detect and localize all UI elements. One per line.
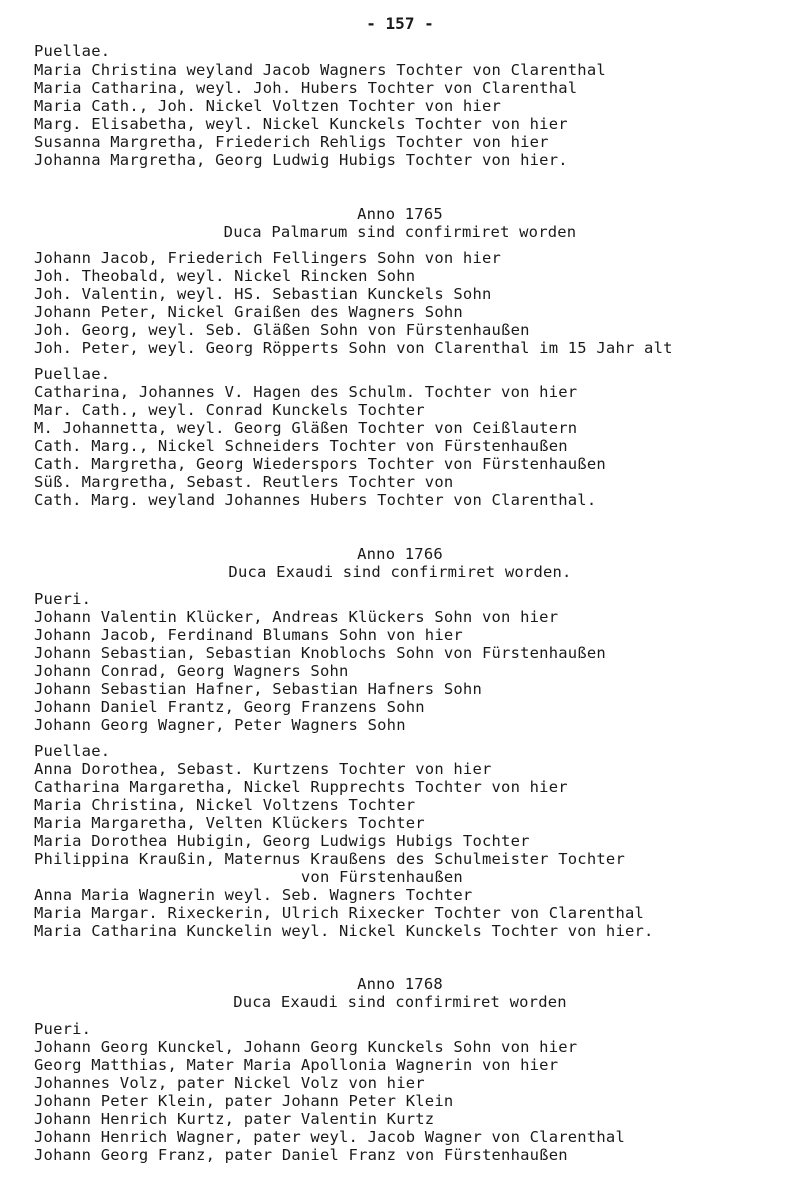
section-heading: Anno 1768 (357, 975, 443, 993)
section-subheading: Duca Exaudi sind confirmiret worden (233, 993, 567, 1011)
text-line: Johann Peter Klein, pater Johann Peter Klein (34, 1092, 454, 1110)
text-line: Johann Henrich Wagner, pater weyl. Jacob Wagner von Clarenthal (34, 1128, 625, 1146)
text-line: Anna Maria Wagnerin weyl. Seb. Wagners Tochter (34, 886, 473, 904)
text-line: M. Johannetta, weyl. Georg Gläßen Tochter von Ceißlautern (34, 419, 578, 437)
text-line: Georg Matthias, Mater Maria Apollonia Wagnerin von hier (34, 1056, 559, 1074)
text-line: Maria Christina weyland Jacob Wagners Tochter von Clarenthal (34, 61, 606, 79)
text-line: Maria Christina, Nickel Voltzens Tochter (34, 796, 416, 814)
text-line: Marg. Elisabetha, weyl. Nickel Kunckels Tochter von hier (34, 115, 568, 133)
text-line: Susanna Margretha, Friederich Rehligs Tochter von hier (34, 133, 549, 151)
section-heading: Anno 1766 (357, 545, 443, 563)
text-line: Johann Daniel Frantz, Georg Franzens Sohn (34, 698, 425, 716)
page-number: - 157 - (366, 14, 434, 33)
text-line: Catharina, Johannes V. Hagen des Schulm. Tochter von hier (34, 383, 578, 401)
text-line: Johann Peter, Nickel Graißen des Wagners Sohn (34, 303, 463, 321)
text-line: von Fürstenhaußen (34, 868, 463, 886)
text-line: Johanna Margretha, Georg Ludwig Hubigs Tochter von hier. (34, 151, 568, 169)
text-line: Joh. Georg, weyl. Seb. Gläßen Sohn von Fürstenhaußen (34, 321, 530, 339)
text-line: Puellae. (34, 42, 111, 60)
text-line: Pueri. (34, 1020, 92, 1038)
text-line: Maria Margaretha, Velten Klückers Tochter (34, 814, 425, 832)
text-line: Cath. Marg., Nickel Schneiders Tochter von Fürstenhaußen (34, 437, 568, 455)
text-line: Johann Georg Kunckel, Johann Georg Kunckels Sohn von hier (34, 1038, 578, 1056)
text-line: Maria Dorothea Hubigin, Georg Ludwigs Hubigs Tochter (34, 832, 530, 850)
section-subheading: Duca Exaudi sind confirmiret worden. (228, 563, 572, 581)
text-line: Philippina Kraußin, Maternus Kraußens des Schulmeister Tochter (34, 850, 625, 868)
text-line: Johann Sebastian, Sebastian Knoblochs Sohn von Fürstenhaußen (34, 644, 606, 662)
text-line: Maria Margar. Rixeckerin, Ulrich Rixecker Tochter von Clarenthal (34, 904, 645, 922)
text-line: Catharina Margaretha, Nickel Rupprechts Tochter von hier (34, 778, 568, 796)
text-line: Joh. Peter, weyl. Georg Röpperts Sohn von Clarenthal im 15 Jahr alt (34, 339, 673, 357)
section-heading: Anno 1765 (357, 205, 443, 223)
text-line: Johann Georg Franz, pater Daniel Franz von Fürstenhaußen (34, 1146, 568, 1164)
text-line: Anna Dorothea, Sebast. Kurtzens Tochter von hier (34, 760, 492, 778)
text-line: Johann Valentin Klücker, Andreas Klückers Sohn von hier (34, 608, 559, 626)
text-line: Maria Catharina, weyl. Joh. Hubers Tochter von Clarenthal (34, 79, 578, 97)
section-subheading: Duca Palmarum sind confirmiret worden (223, 223, 577, 241)
text-line: Cath. Margretha, Georg Wiederspors Tochter von Fürstenhaußen (34, 455, 606, 473)
text-line: Johann Henrich Kurtz, pater Valentin Kurtz (34, 1110, 435, 1128)
text-line: Joh. Theobald, weyl. Nickel Rincken Sohn (34, 267, 416, 285)
text-line: Cath. Marg. weyland Johannes Hubers Tochter von Clarenthal. (34, 491, 597, 509)
text-line: Mar. Cath., weyl. Conrad Kunckels Tochter (34, 401, 425, 419)
text-line: Puellae. (34, 365, 111, 383)
text-line: Süß. Margretha, Sebast. Reutlers Tochter von (34, 473, 454, 491)
text-line: Maria Cath., Joh. Nickel Voltzen Tochter von hier (34, 97, 502, 115)
text-line: Pueri. (34, 590, 92, 608)
text-line: Puellae. (34, 742, 111, 760)
text-line: Joh. Valentin, weyl. HS. Sebastian Kunckels Sohn (34, 285, 492, 303)
text-line: Johann Jacob, Friederich Fellingers Sohn von hier (34, 249, 502, 267)
text-line: Maria Catharina Kunckelin weyl. Nickel Kunckels Tochter von hier. (34, 922, 654, 940)
text-line: Johann Conrad, Georg Wagners Sohn (34, 662, 349, 680)
text-line: Johann Jacob, Ferdinand Blumans Sohn von hier (34, 626, 463, 644)
text-line: Johann Sebastian Hafner, Sebastian Hafners Sohn (34, 680, 482, 698)
text-line: Johann Georg Wagner, Peter Wagners Sohn (34, 716, 406, 734)
text-line: Johannes Volz, pater Nickel Volz von hier (34, 1074, 425, 1092)
